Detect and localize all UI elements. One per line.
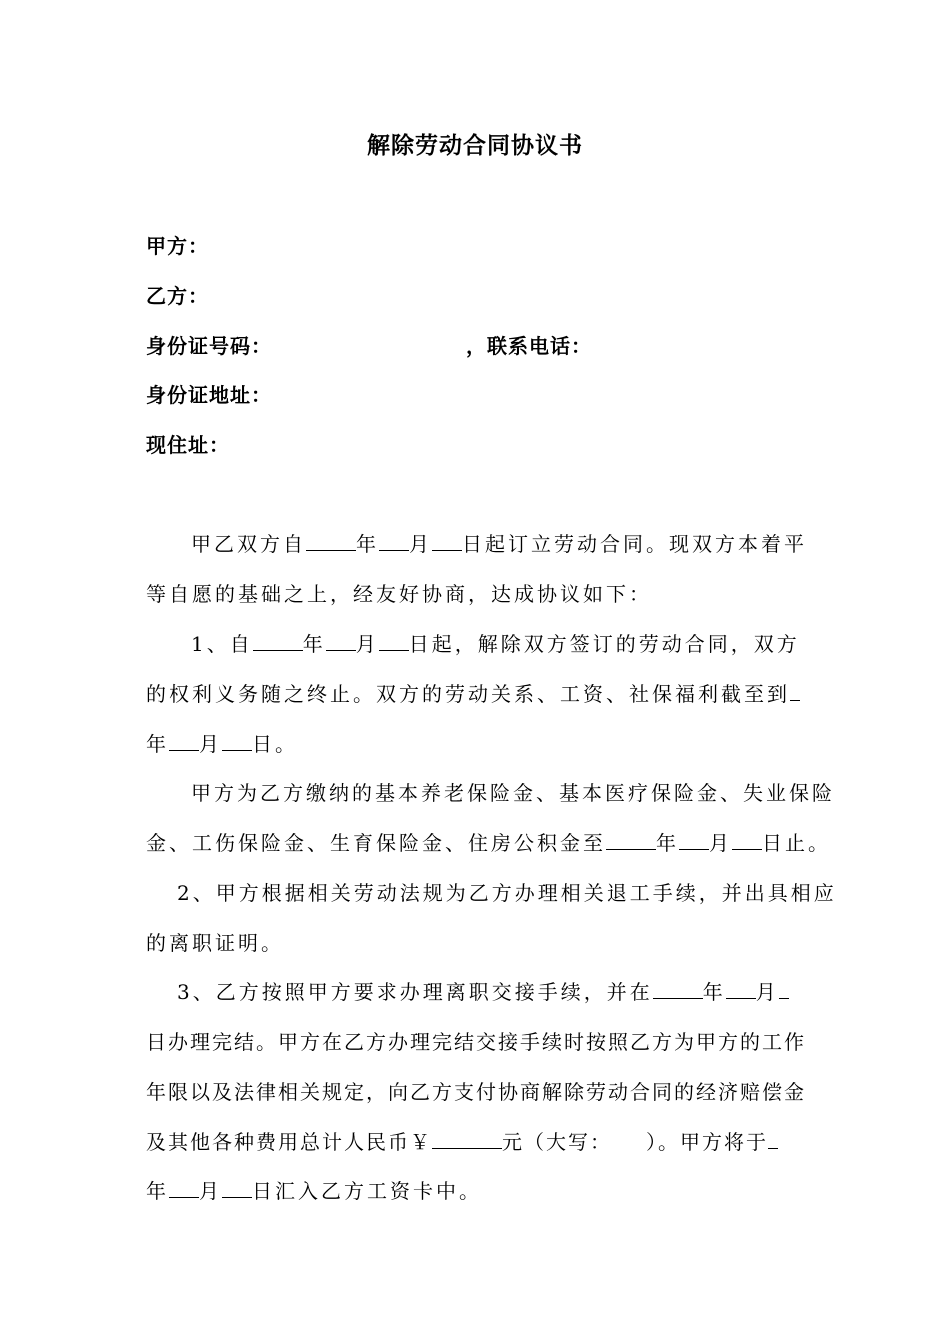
text: 金、工伤保险金、生育保险金、住房公积金至 (146, 831, 606, 855)
clause-3-line-1 (177, 976, 789, 1005)
blank-month (326, 630, 356, 651)
text: 日汇入乙方工资卡中。 (252, 1179, 482, 1203)
blank-year (790, 680, 800, 701)
text: 年 (302, 632, 326, 656)
blank-day (779, 978, 789, 999)
blank-day (732, 829, 762, 850)
blank-day (222, 1177, 252, 1198)
clause-3-line-5 (146, 1175, 482, 1204)
clause-1-line-2 (146, 678, 800, 707)
blank-month (379, 530, 409, 551)
clause-1-line-3 (146, 728, 298, 757)
text: 及其他各种费用总计人民币￥ (146, 1130, 432, 1154)
clause-3-line-2: 日办理完结。甲方在乙方办理完结交接手续时按照乙方为甲方的工作 (146, 1030, 806, 1054)
text: 月 (755, 980, 779, 1004)
text: 年 (146, 732, 169, 756)
paragraph-insurance-line-2 (146, 827, 831, 856)
text: 甲乙双方自 (191, 532, 306, 556)
blank-year (606, 829, 656, 850)
party-b-label: 乙方： (146, 284, 209, 308)
blank-year (306, 530, 356, 551)
text: 日。 (252, 732, 298, 756)
clause-2-line-1: 2、甲方根据相关劳动法规为乙方办理相关退工手续，并出具相应 (177, 881, 837, 905)
text: 月 (199, 732, 222, 756)
document-title: 解除劳动合同协议书 (367, 133, 583, 159)
blank-day (432, 530, 462, 551)
blank-month (726, 978, 756, 999)
text: 3、乙方按照甲方要求办理离职交接手续，并在 (177, 980, 653, 1004)
text: 月 (709, 831, 732, 855)
text: 年 (702, 980, 726, 1004)
paragraph-intro-line-1 (191, 528, 807, 557)
clause-2-line-2: 的离职证明。 (146, 931, 284, 955)
party-a-label: 甲方： (146, 234, 209, 258)
text: 月 (355, 632, 379, 656)
text: 年 (356, 532, 379, 556)
blank-month (169, 1177, 199, 1198)
text: 元（大写： ）。甲方将于 (502, 1130, 768, 1154)
text: 的权利义务随之终止。双方的劳动关系、工资、社保福利截至到 (146, 682, 790, 706)
text: 月 (199, 1179, 222, 1203)
text: 月 (409, 532, 432, 556)
text: 年 (146, 1179, 169, 1203)
paragraph-intro-line-2: 等自愿的基础之上，经友好协商，达成协议如下： (146, 582, 652, 606)
clause-3-line-4 (146, 1126, 778, 1155)
paragraph-insurance-line-1: 甲方为乙方缴纳的基本养老保险金、基本医疗保险金、失业保险 (191, 781, 835, 805)
blank-day (379, 630, 409, 651)
current-address-label: 现住址： (146, 433, 230, 457)
blank-year (768, 1128, 778, 1149)
text: 日起，解除双方签订的劳动合同，双方 (408, 632, 800, 656)
id-address-label: 身份证地址： (146, 383, 272, 407)
id-number-label: 身份证号码： (146, 334, 272, 358)
blank-amount (432, 1128, 502, 1149)
clause-1-line-1 (191, 628, 800, 657)
text: 日起订立劳动合同。现双方本着平 (462, 532, 807, 556)
blank-month (169, 730, 199, 751)
phone-label: ，联系电话： (466, 334, 592, 358)
text: 年 (656, 831, 679, 855)
blank-year (253, 630, 303, 651)
text: 日止。 (762, 831, 831, 855)
clause-3-line-3: 年限以及法律相关规定，向乙方支付协商解除劳动合同的经济赔偿金 (146, 1080, 806, 1104)
text: 1、自 (191, 632, 253, 656)
blank-day (222, 730, 252, 751)
blank-year (653, 978, 703, 999)
blank-month (679, 829, 709, 850)
